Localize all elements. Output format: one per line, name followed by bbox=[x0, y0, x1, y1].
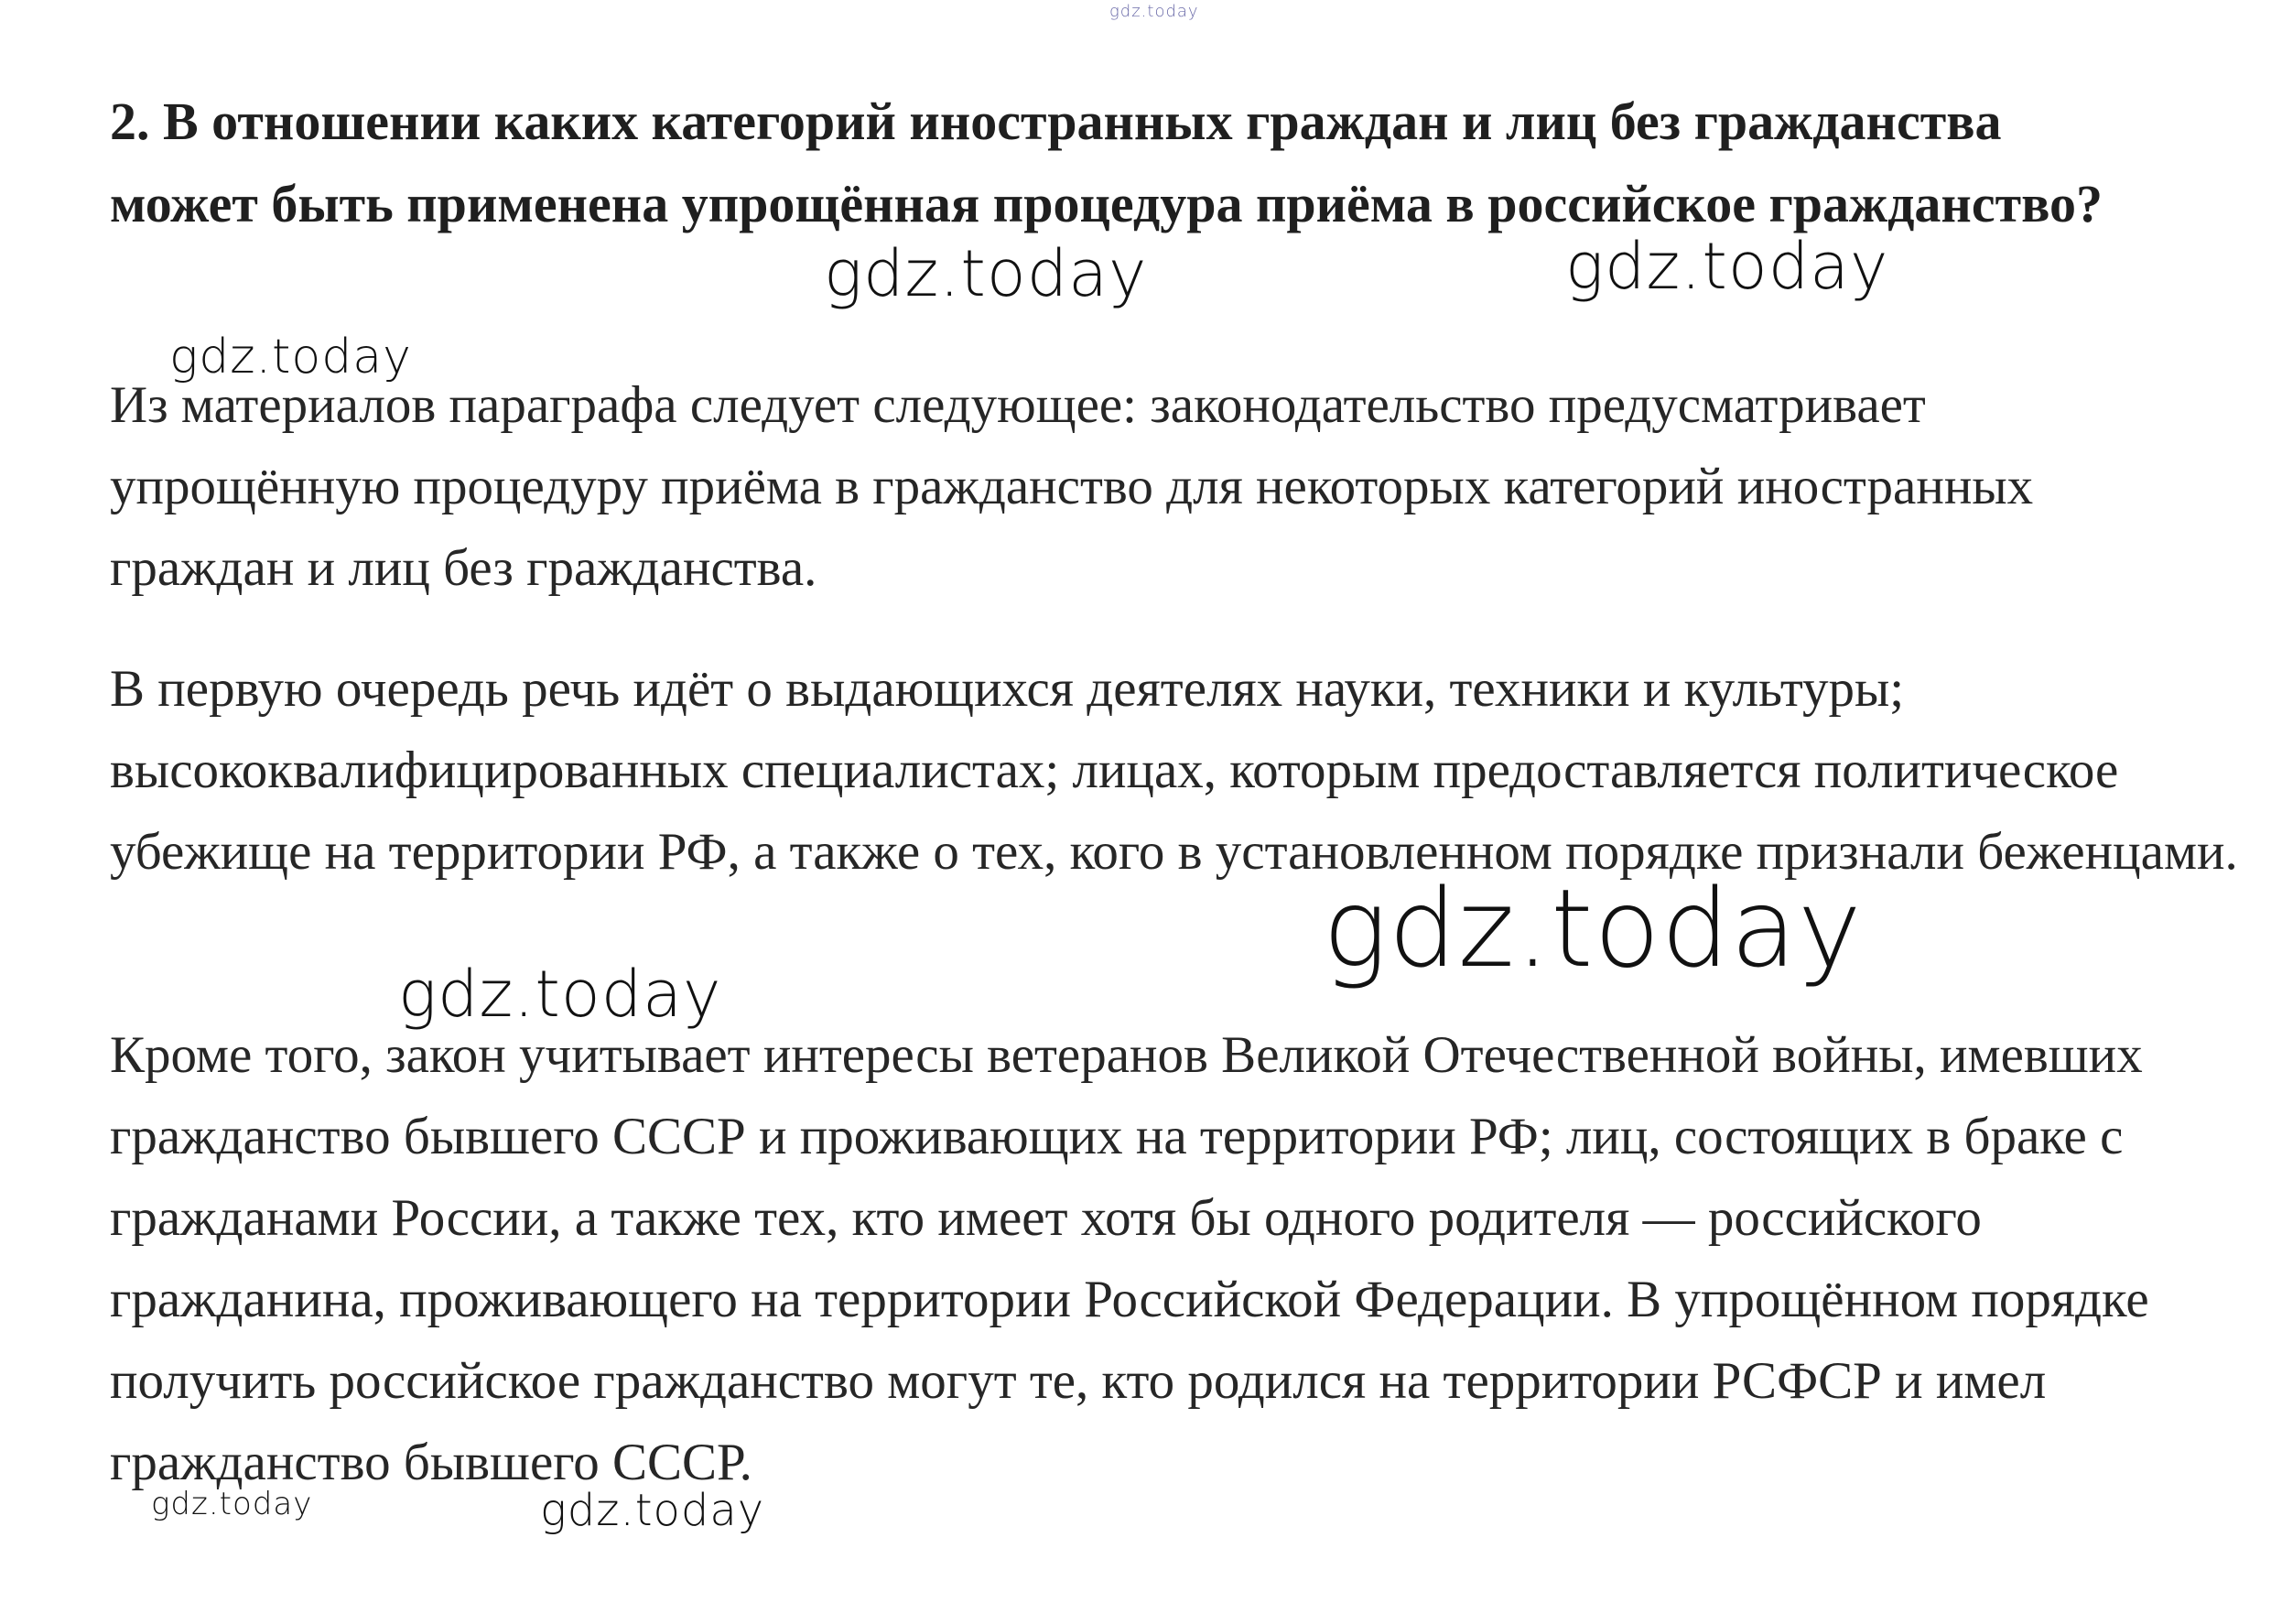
watermark: gdz.today bbox=[169, 330, 412, 384]
question-heading: 2. В отношении каких категорий иностранных граждан и лиц без гражданства может быть применена упрощённая процедура приёма в российское гражданство? bbox=[110, 92, 2103, 233]
watermark-top: gdz.today bbox=[1109, 2, 1199, 21]
watermark: gdz.today bbox=[1565, 229, 1889, 304]
answer-paragraph-3: Кроме того, закон учитывает интересы ветеранов Великой Отечественной войны, имевших гражданство бывшего СССР и проживающих на территории РФ; лиц, состоящих в браке с гражданами России, а также тех, кто имеет хотя бы одного родителя — российского гражданина, проживающего на территории Российской Федерации. В упрощённом порядке получить российское гражданство могут те, кто родился на территории РСФСР и имел гражданство бывшего СССР. bbox=[110, 1026, 2149, 1491]
watermark: gdz.today bbox=[398, 957, 722, 1032]
answer-paragraph-2: В первую очередь речь идёт о выдающихся деятелях науки, техники и культуры; высококвалифицированных специалистах; лицах, которым предоставляется политическое убежище на территории РФ, а также о тех, кого в установленном порядке признали беженцами. bbox=[110, 660, 2238, 881]
watermark: gdz.today bbox=[540, 1485, 765, 1536]
watermark: gdz.today bbox=[151, 1486, 313, 1522]
watermark: gdz.today bbox=[1323, 865, 1863, 991]
answer-paragraph-1: Из материалов параграфа следует следующее: законодательство предусматривает упрощённую процедуру приёма в гражданство для некоторых категорий иностранных граждан и лиц без гражданства. bbox=[110, 376, 2034, 597]
watermark: gdz.today bbox=[824, 236, 1148, 311]
